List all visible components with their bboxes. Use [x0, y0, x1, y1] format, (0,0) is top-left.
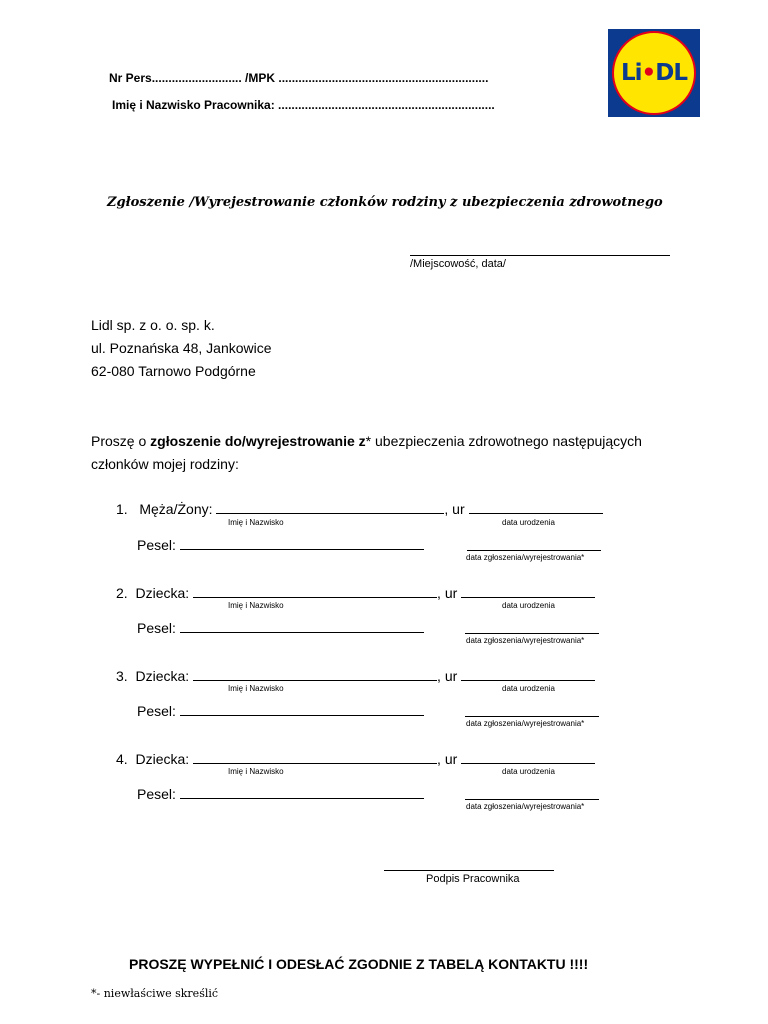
- address-line-city: 62-080 Tarnowo Podgórne: [91, 363, 256, 379]
- personnel-mpk-line: Nr Pers........................... /MPK ...............................................................: [109, 71, 489, 85]
- name-caption: Imię i Nazwisko: [228, 767, 284, 776]
- birthdate-field[interactable]: [469, 501, 603, 514]
- name-caption: Imię i Nazwisko: [228, 684, 284, 693]
- address-line-company: Lidl sp. z o. o. sp. k.: [91, 317, 215, 333]
- logo-text: Li•DL: [621, 60, 687, 86]
- fill-and-send-instruction: PROSZĘ WYPEŁNIĆ I ODESŁAĆ ZGODNIE Z TABELĄ KONTAKTU !!!!: [129, 956, 589, 972]
- company-address: [91, 314, 272, 383]
- pesel-row-4: Pesel:: [137, 786, 424, 802]
- name-caption: Imię i Nazwisko: [228, 601, 284, 610]
- registration-date-line[interactable]: [465, 799, 599, 800]
- pesel-field[interactable]: [180, 786, 424, 799]
- pesel-row-2: Pesel:: [137, 620, 424, 636]
- entry-row-4: 4. Dziecka: , ur: [116, 751, 595, 767]
- registration-date-caption: data zgłoszenia/wyrejestrowania*: [466, 802, 585, 811]
- employee-signature-line[interactable]: [384, 870, 554, 871]
- lidl-logo: [608, 29, 700, 117]
- name-caption: Imię i Nazwisko: [228, 518, 284, 527]
- name-field[interactable]: [193, 585, 437, 598]
- name-field[interactable]: [193, 751, 437, 764]
- birthdate-caption: data urodzenia: [502, 518, 555, 527]
- place-date-caption: /Miejscowość, data/: [410, 258, 506, 270]
- place-date-line: [410, 255, 670, 256]
- name-field[interactable]: [216, 501, 444, 514]
- employee-signature-caption: Podpis Pracownika: [426, 873, 520, 885]
- entry-row-3: 3. Dziecka: , ur: [116, 668, 595, 684]
- pesel-row-3: Pesel:: [137, 703, 424, 719]
- employee-name-line: Imię i Nazwisko Pracownika: .................................................................: [112, 98, 495, 112]
- pesel-field[interactable]: [180, 620, 424, 633]
- pesel-field[interactable]: [180, 703, 424, 716]
- registration-date-caption: data zgłoszenia/wyrejestrowania*: [466, 636, 585, 645]
- logo-circle: [612, 31, 696, 115]
- birthdate-field[interactable]: [461, 668, 595, 681]
- registration-date-line[interactable]: [465, 633, 599, 634]
- registration-date-line[interactable]: [465, 716, 599, 717]
- footnote: *- niewłaściwe skreślić: [91, 987, 219, 1000]
- request-paragraph: [91, 430, 642, 476]
- document-title: Zgłoszenie /Wyrejestrowanie członków rodziny z ubezpieczenia zdrowotnego: [107, 195, 663, 210]
- birthdate-caption: data urodzenia: [502, 684, 555, 693]
- birthdate-caption: data urodzenia: [502, 767, 555, 776]
- birthdate-caption: data urodzenia: [502, 601, 555, 610]
- birthdate-field[interactable]: [461, 751, 595, 764]
- request-emphasis: zgłoszenie do/wyrejestrowanie z: [150, 433, 366, 449]
- pesel-row-1: Pesel:: [137, 537, 424, 553]
- request-line-2: członków mojej rodziny:: [91, 456, 239, 472]
- name-field[interactable]: [193, 668, 437, 681]
- address-line-street: ul. Poznańska 48, Jankowice: [91, 340, 272, 356]
- entry-row-1: 1. Męża/Żony: , ur: [116, 501, 603, 517]
- entry-row-2: 2. Dziecka: , ur: [116, 585, 595, 601]
- birthdate-field[interactable]: [461, 585, 595, 598]
- registration-date-caption: data zgłoszenia/wyrejestrowania*: [466, 719, 585, 728]
- registration-date-caption: data zgłoszenia/wyrejestrowania*: [466, 553, 585, 562]
- registration-date-line[interactable]: [467, 550, 601, 551]
- request-line-1: Proszę o zgłoszenie do/wyrejestrowanie z* ubezpieczenia zdrowotnego następujących: [91, 433, 642, 449]
- pesel-field[interactable]: [180, 537, 424, 550]
